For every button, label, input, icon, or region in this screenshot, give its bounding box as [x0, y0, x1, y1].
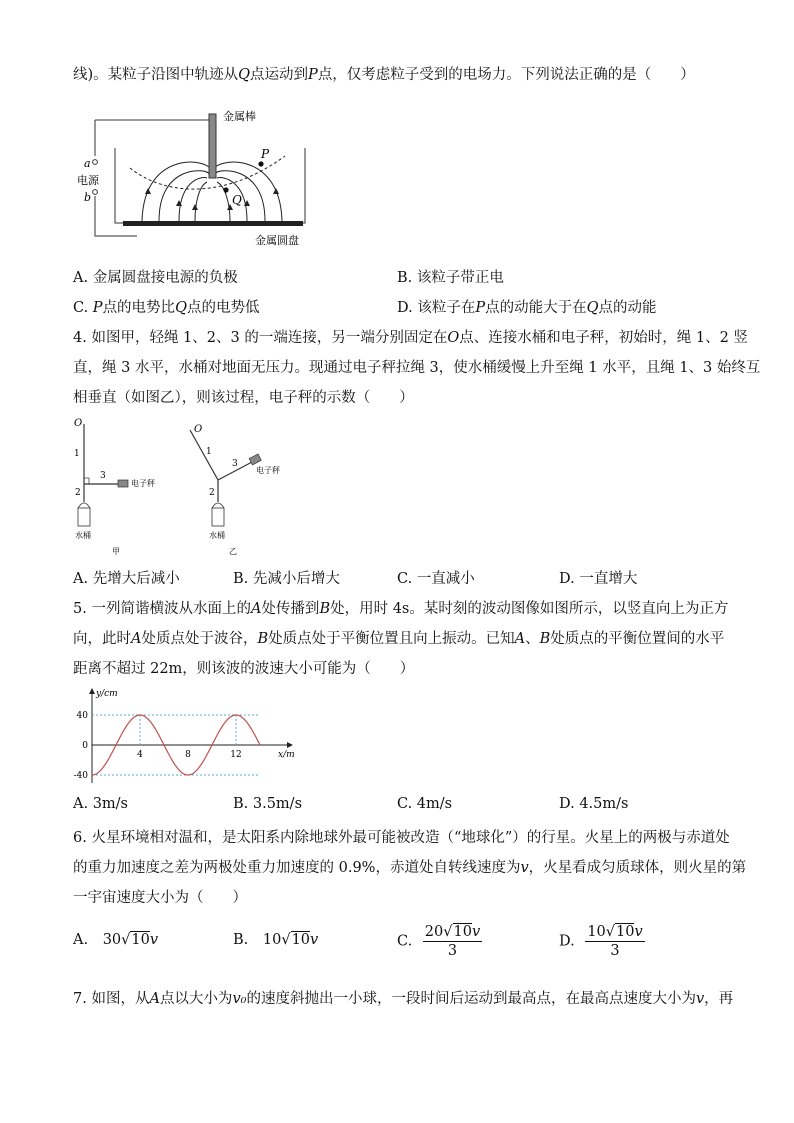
q3-disk-label: 金属圆盘	[255, 234, 299, 247]
q7-stem-line1: 7. 如图，从A点以大小为v₀的速度斜抛出一小球，一段时间后运动到最高点，在最高点速度大小为v，再	[73, 991, 734, 1007]
q3-point-Q: Q	[232, 193, 242, 207]
q6-option-d[interactable]: D. $\frac{10√10v}{3}$	[559, 924, 643, 959]
q4-figure	[68, 418, 288, 558]
q6-option-c[interactable]: C. $\frac{20√10v}{3}$	[397, 924, 481, 959]
q4-jia-scale: 电子秤	[131, 479, 155, 488]
q4-stem-line1: 4. 如图甲，轻绳 1、2、3 的一端连接，另一端分别固定在O点、连接水桶和电子秤，初始时，绳 1、2 竖	[73, 330, 748, 346]
fraction: $\frac{10√10v}{3}$	[587, 924, 643, 959]
q4-yi-2: 2	[209, 488, 215, 498]
q4-yi-3: 3	[232, 459, 238, 469]
y-axis-label: y/cm	[96, 689, 118, 699]
sqrt-icon: √	[281, 932, 291, 948]
q5-stem-line3: 距离不超过 22m，则该波的波速大小可能为（ ）	[73, 661, 415, 677]
q5-option-b[interactable]: B. 3.5m/s	[233, 796, 303, 812]
q4-yi-1: 1	[206, 447, 212, 457]
q4-stem-line3: 相垂直（如图乙），则该过程，电子秤的示数（ ）	[73, 390, 414, 406]
q3-option-c[interactable]: C. P点的电势比Q点的电势低	[73, 300, 260, 316]
fraction: $\frac{20√10v}{3}$	[424, 924, 481, 959]
q3-rod-label: 金属棒	[223, 110, 256, 123]
q6-stem-line1: 6. 火星环境相对温和，是太阳系内除地球外最可能被改造（“地球化”）的行星。火星上的两极与赤道处	[73, 830, 730, 846]
q5-stem-line2: 向，此时A处质点处于波谷，B处质点处于平衡位置且向上振动。已知A、B处质点的平衡位置间的水平	[73, 631, 725, 647]
x-axis-label: x/m	[278, 750, 295, 760]
q4-yi-bucket: 水桶	[209, 531, 225, 540]
q4-option-a[interactable]: A. 先增大后减小	[73, 571, 180, 587]
x-tick-label: 4	[137, 750, 143, 760]
q5-option-c[interactable]: C. 4m/s	[397, 796, 453, 812]
q5-stem-line1: 5. 一列简谐横波从水面上的A处传播到B处，用时 4s。某时刻的波动图像如图所示，以竖直向上为正方	[73, 601, 729, 617]
metal-disk	[123, 221, 303, 226]
x-tick-label: 12	[230, 750, 242, 760]
q6-stem-line3: 一宇宙速度大小为（ ）	[73, 890, 247, 906]
q6-stem-line2: 的重力加速度之差为两极处重力加速度的 0.9%，赤道处自转线速度为v，火星看成匀质球体，则火星的第	[73, 860, 747, 876]
sqrt-icon: √	[443, 924, 453, 940]
q3-source-label: 电源	[77, 174, 99, 187]
x-tick-label: 8	[185, 750, 191, 760]
metal-rod	[209, 114, 216, 178]
y-axis-arrow	[89, 688, 95, 694]
q4-jia-caption: 甲	[112, 547, 120, 556]
q3-option-d[interactable]: D. 该粒子在P点的动能大于在Q点的动能	[397, 300, 657, 316]
q4-jia-O: O	[74, 418, 83, 429]
sqrt-icon: √	[121, 932, 131, 948]
q4-stem-line2: 直，绳 3 水平，水桶对地面无压力。现通过电子秤拉绳 3，使水桶缓慢上升至绳 1 水平，且绳 1、3 始终互	[73, 360, 761, 376]
q5-option-d[interactable]: D. 4.5m/s	[559, 796, 629, 812]
q6-option-b[interactable]: B. 10√10v	[233, 932, 319, 948]
q4-option-c[interactable]: C. 一直减小	[397, 571, 475, 587]
q4-jia-3: 3	[100, 471, 106, 481]
q3-terminal-a: a	[84, 157, 91, 170]
q4-option-d[interactable]: D. 一直增大	[559, 571, 638, 587]
q3-point-P: P	[261, 147, 270, 161]
q4-jia-1: 1	[74, 449, 80, 459]
q3-stem: 线)。某粒子沿图中轨迹从Q点运动到P点，仅考虑粒子受到的电场力。下列说法正确的是（ ）	[73, 67, 695, 83]
q5-option-a[interactable]: A. 3m/s	[73, 796, 128, 812]
q4-jia-bucket: 水桶	[75, 531, 91, 540]
q3-option-a[interactable]: A. 金属圆盘接电源的负极	[73, 270, 238, 286]
q3-figure	[75, 108, 335, 253]
q3-option-b[interactable]: B. 该粒子带正电	[397, 270, 504, 286]
q6-option-a[interactable]: A. 30√10v	[73, 932, 159, 948]
y-tick-label: 0	[82, 741, 88, 751]
x-axis-arrow	[287, 742, 293, 748]
q4-yi-scale: 电子秤	[256, 466, 280, 475]
q4-yi-O: O	[194, 424, 203, 435]
y-tick-label: -40	[73, 771, 88, 781]
y-tick-label: 40	[76, 711, 88, 721]
q4-jia-2: 2	[75, 488, 81, 498]
sqrt-icon: √	[605, 924, 616, 940]
wave-chart	[70, 688, 300, 788]
q3-terminal-b: b	[84, 191, 92, 204]
q4-option-b[interactable]: B. 先减小后增大	[233, 571, 340, 587]
q4-yi-caption: 乙	[229, 547, 237, 556]
